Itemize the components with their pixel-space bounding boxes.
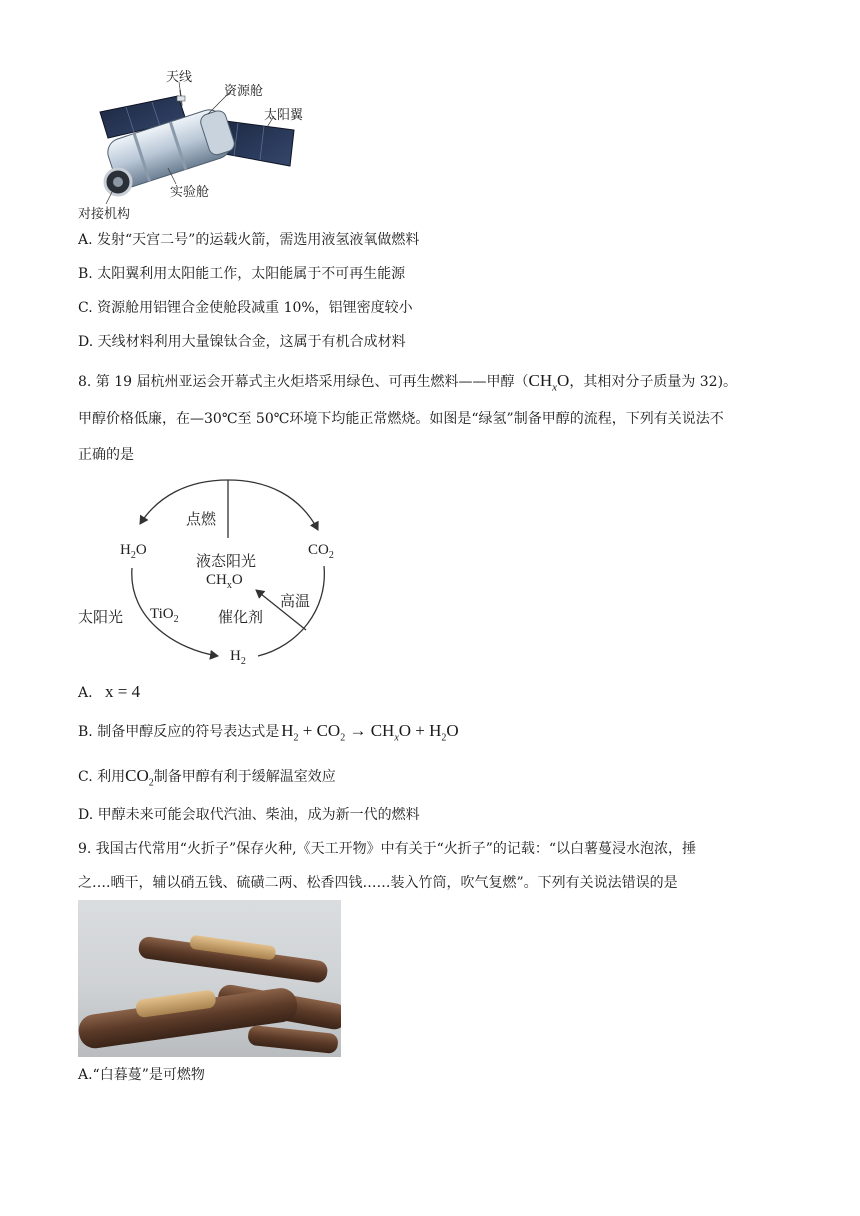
q7-option-a: A. 发射“天宫二号”的运载火箭，需选用液氢液氧做燃料 — [78, 232, 420, 248]
q9-stem-line1: 9. 我国古代常用“火折子”保存火种,《天工开物》中有关于“火折子”的记载：“以白薯蔓浸水泡浓，捶 — [78, 841, 697, 857]
label-solar-wing: 太阳翼 — [264, 108, 304, 123]
methanol-cycle-diagram — [78, 470, 368, 675]
label-co2: $CO_2$ — [308, 542, 334, 561]
label-methanol: $CH_xO$ — [206, 572, 243, 591]
q8-option-d: D. 甲醇未来可能会取代汽油、柴油，成为新一代的燃料 — [78, 807, 420, 823]
label-water: $H_2O$ — [120, 542, 147, 561]
space-lab-figure — [78, 62, 338, 222]
label-sunlight: 太阳光 — [78, 608, 124, 626]
q8-option-a: A. x = 4 — [78, 682, 141, 701]
option-a-equation: x = 4 — [105, 682, 141, 701]
q8-stem-line2: 甲醇价格低廉，在—30℃至 50℃环境下均能正常燃烧。如图是“绿氢”制备甲醇的流程，下列有关说法不 — [78, 411, 724, 427]
q7-option-d: D. 天线材料利用大量镍钛合金，这属于有机合成材料 — [78, 334, 406, 350]
q7-option-c: C. 资源舱用铝锂合金使舱段减重 10%，铝锂密度较小 — [78, 300, 413, 316]
label-experiment-module: 实验舱 — [170, 185, 210, 200]
q9-option-a: A.“白暮蔓”是可燃物 — [78, 1067, 205, 1083]
q8-stem-line3: 正确的是 — [78, 447, 134, 463]
arc-bottom-right — [258, 566, 324, 656]
label-tio2: TiO$_2$ — [150, 606, 179, 625]
label-antenna: 天线 — [166, 70, 193, 85]
label-high-temp: 高温 — [280, 592, 311, 610]
label-ignite: 点燃 — [186, 510, 217, 528]
q9-stem-line2: 之….晒干，辅以硝五钱、硫磺二两、松香四钱……装入竹筒，吹气复燃”。下列有关说法错误的是 — [78, 875, 678, 891]
arc-top-right — [228, 480, 318, 530]
q8-stem-line1: 8. 第 19 届杭州亚运会开幕式主火炬塔采用绿色、可再生燃料——甲醇（$CH_xO$，其相对分子质量为 32)。 — [78, 371, 738, 394]
methanol-formula: $CH_xO$ — [528, 371, 570, 394]
q8-option-b: B. 制备甲醇反应的符号表达式是 $H_2 + CO_2 \to CH_xO + H_2O$ — [78, 721, 459, 744]
label-h2: $H_2$ — [230, 648, 246, 667]
option-b-equation: $H_2 + CO_2 \to CH_xO + H_2O$ — [281, 721, 459, 744]
label-liquid-sunlight: 液态阳光 — [196, 552, 257, 570]
q7-option-b: B. 太阳翼利用太阳能工作，太阳能属于不可再生能源 — [78, 266, 406, 282]
q8-option-c: C. 利用$CO_2$制备甲醇有利于缓解温室效应 — [78, 766, 336, 789]
fire-starter-photo — [78, 900, 341, 1057]
option-c-co2: $CO_2$ — [125, 766, 154, 789]
label-docking-mechanism: 对接机构 — [78, 207, 131, 222]
label-catalyst: 催化剂 — [218, 608, 264, 626]
label-resource-module: 资源舱 — [224, 84, 264, 99]
